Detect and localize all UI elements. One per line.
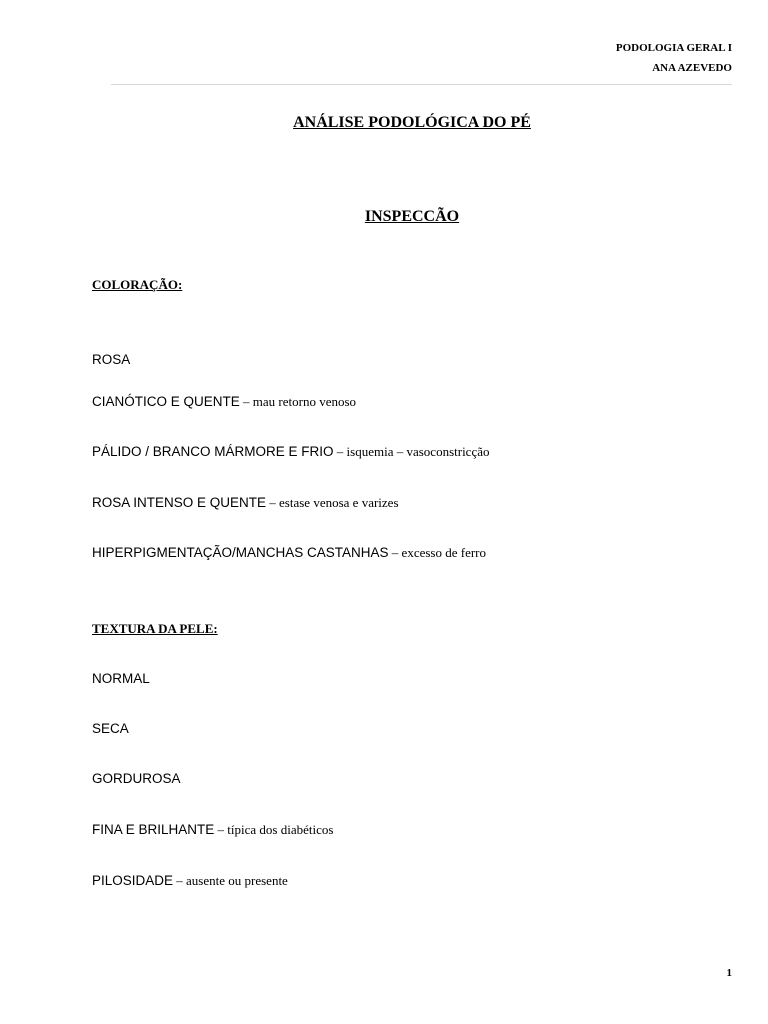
coloracao-item-rosa-intenso (92, 495, 399, 511)
item-term: GORDUROSA (92, 771, 181, 786)
page-number: 1 (726, 967, 732, 979)
item-term: ROSA INTENSO E QUENTE (92, 495, 267, 510)
coloracao-item-palido (92, 444, 490, 460)
item-description: – isquemia – vasoconstricção (333, 444, 490, 459)
item-description: – estase venosa e varizes (266, 495, 399, 510)
item-term: PILOSIDADE (92, 873, 174, 888)
textura-item-pilosidade (92, 873, 288, 889)
coloracao-item-hiperpigmentacao (92, 545, 486, 561)
item-description: – mau retorno venoso (239, 394, 357, 409)
textura-item-fina-brilhante (92, 822, 333, 838)
textura-item-seca (92, 721, 129, 737)
coloracao-item-cianotico (92, 394, 356, 410)
textura-item-gordurosa (92, 771, 181, 787)
document-title: ANÁLISE PODOLÓGICA DO PÉ (293, 114, 531, 131)
item-term: NORMAL (92, 671, 150, 686)
textura-item-normal (92, 671, 150, 687)
header-author: ANA AZEVEDO (652, 62, 732, 74)
item-term: FINA E BRILHANTE (92, 822, 215, 837)
section-title: INSPECCÃO (364, 208, 460, 225)
header-course: PODOLOGIA GERAL I (615, 42, 732, 54)
item-term: ROSA (92, 352, 131, 367)
item-description: – ausente ou presente (173, 873, 288, 888)
coloracao-heading: COLORAÇÃO: (92, 277, 183, 292)
coloracao-item-rosa (92, 352, 130, 368)
item-description: – típica dos diabéticos (214, 822, 334, 837)
header-divider (111, 84, 732, 85)
item-term: CIANÓTICO E QUENTE (92, 394, 240, 409)
item-term: HIPERPIGMENTAÇÃO/MANCHAS CASTANHAS (92, 545, 389, 560)
textura-heading: TEXTURA DA PELE: (92, 621, 218, 636)
item-description: – excesso de ferro (388, 545, 487, 560)
item-term: PÁLIDO / BRANCO MÁRMORE E FRIO (92, 444, 334, 459)
item-term: SECA (92, 721, 129, 736)
